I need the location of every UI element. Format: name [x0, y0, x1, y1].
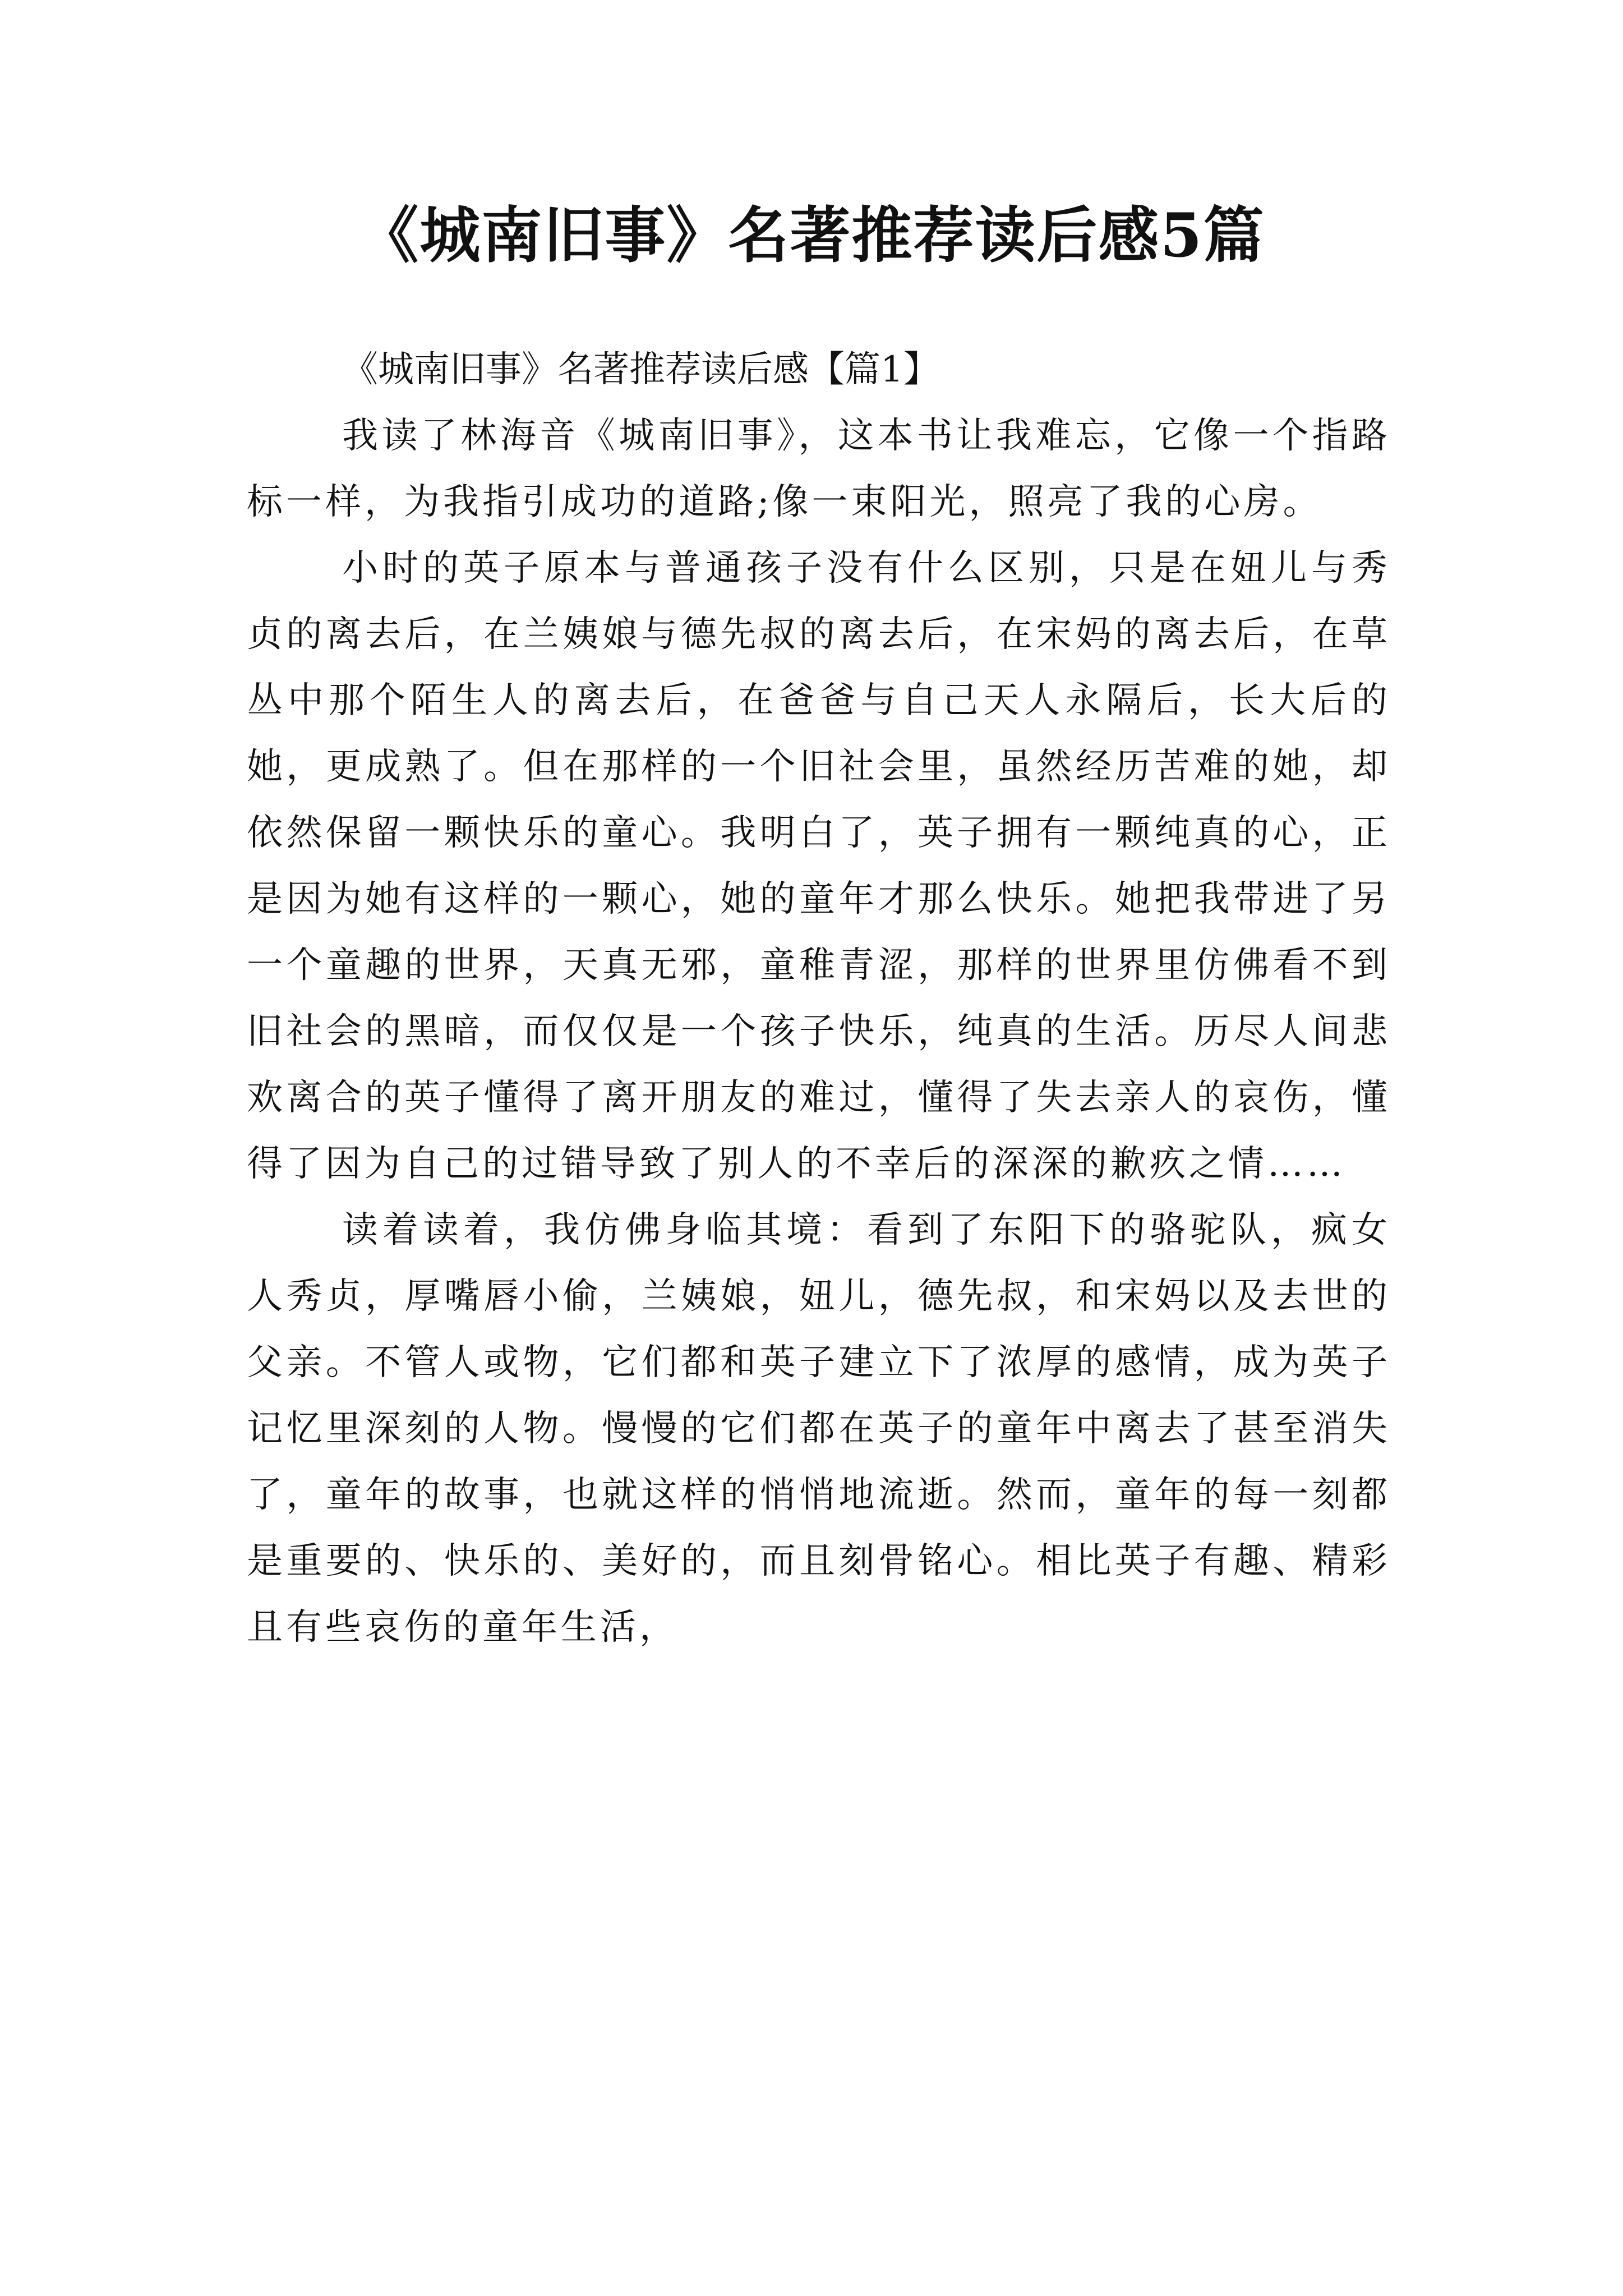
document-body — [247, 337, 1391, 1660]
section-heading: 《城南旧事》名著推荐读后感【篇1】 — [342, 349, 939, 390]
paragraph-3: 读着读着，我仿佛身临其境：看到了东阳下的骆驼队，疯女人秀贞，厚嘴唇小偷，兰姨娘，妞儿，德先叔，和宋妈以及去世的父亲。不管人或物，它们都和英子建立下了浓厚的感情，成为英子记忆里深刻的人物。慢慢的它们都在英子的童年中离去了甚至消失了，童年的故事，也就这样的悄悄地流逝。然而，童年的每一刻都是重要的、快乐的、美好的，而且刻骨铭心。相比英子有趣、精彩且有些哀伤的童年生活， — [247, 1209, 1391, 1648]
document-title: 《城南旧事》名著推荐读后感5篇 — [358, 200, 1265, 271]
paragraph-2: 小时的英子原本与普通孩子没有什么区别，只是在妞儿与秀贞的离去后，在兰姨娘与德先叔的离去后，在宋妈的离去后，在草丛中那个陌生人的离去后，在爸爸与自己天人永隔后，长大后的她，更成熟了。但在那样的一个旧社会里，虽然经历苦难的她，却依然保留一颗快乐的童心。我明白了，英子拥有一颗纯真的心，正是因为她有这样的一颗心，她的童年才那么快乐。她把我带进了另一个童趣的世界，天真无邪，童稚青涩，那样的世界里仿佛看不到旧社会的黑暗，而仅仅是一个孩子快乐，纯真的生活。历尽人间悲欢离合的英子懂得了离开朋友的难过，懂得了失去亲人的哀伤，懂得了因为自己的过错导致了别人的不幸后的深深的歉疚之情…… — [247, 547, 1391, 1185]
paragraph-1: 我读了林海音《城南旧事》，这本书让我难忘，它像一个指路标一样，为我指引成功的道路;像一束阳光，照亮了我的心房。 — [247, 415, 1391, 523]
